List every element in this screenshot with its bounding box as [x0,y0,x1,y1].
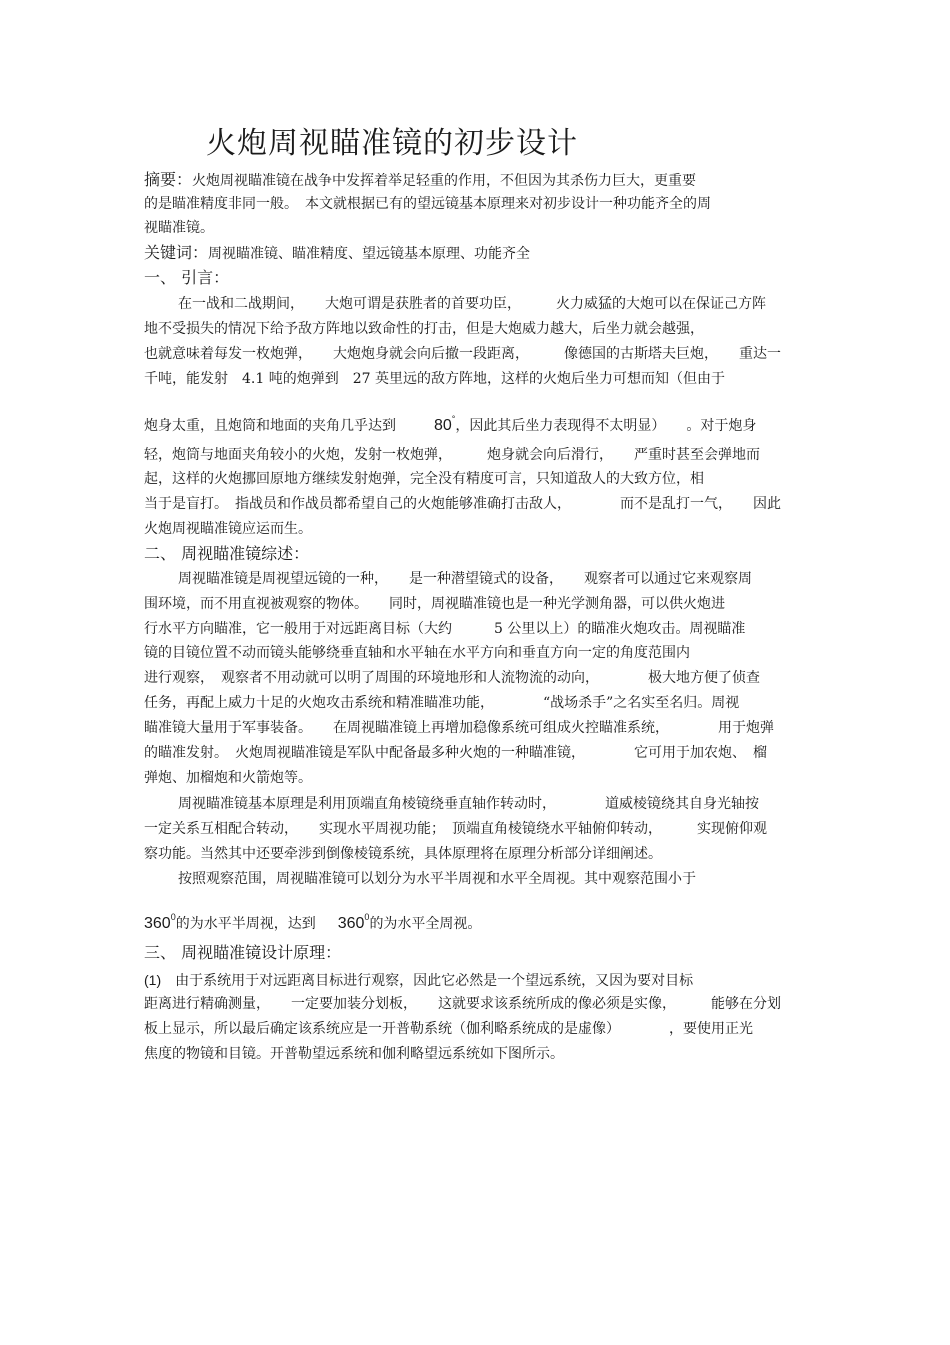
abstract-label: 摘要： [144,170,193,189]
angle-value: 80 [434,417,452,434]
paragraph-line: 也就意味着每发一枚炮弹， 大炮炮身就会向后撤一段距离， 像德国的古斯塔夫巨炮， 重达一 [144,346,781,362]
paragraph-text: 炮身太重，且炮筒和地面的夹角几乎达到 [144,418,396,434]
paragraph-line: 板上显示，所以最后确定该系统应是一开普勒系统（伽利略系统成的是虚像） ，要使用正光 [144,1021,753,1037]
document-title: 火炮周视瞄准镜的初步设计 [206,126,578,161]
paragraph-text: ，因此其后坐力表现得不太明显） 。对于炮身 [455,418,757,434]
paragraph-line: 火炮周视瞄准镜应运而生。 [144,521,312,537]
section-heading: 二、 周视瞄准镜综述： [144,544,310,563]
degree-symbol: ° [451,414,456,424]
paragraph-line: 按照观察范围，周视瞄准镜可以划分为水平半周视和水平全周视。其中观察范围小于 [178,871,696,887]
keywords-label: 关键词： [144,243,209,262]
paragraph-line: 弹炮、加榴炮和火箭炮等。 [144,770,312,786]
paragraph-line: 当于是盲打。 指战员和作战员都希望自己的火炮能够准确打击敌人， 而不是乱打一气， 因此 [144,496,781,512]
keywords-text: 周视瞄准镜、瞄准精度、望远镜基本原理、功能齐全 [208,246,531,262]
paragraph-text: 由于系统用于对远距离目标进行观察，因此它必然是一个望远系统，又因为要对目标 [175,973,694,989]
abstract-line [144,170,696,190]
abstract-line: 视瞄准镜。 [144,220,214,236]
paragraph-line: 围环境，而不用直视被观察的物体。 同时，周视瞄准镜也是一种光学测角器，可以供火炮进 [144,596,725,612]
paragraph-line: 瞄准镜大量用于军事装备。 在周视瞄准镜上再增加稳像系统可组成火控瞄准系统， 用于炮弹 [144,720,774,736]
paragraph-text: 的为水平全周视。 [369,916,482,932]
paragraph-line: 轻，炮筒与地面夹角较小的火炮，发射一枚炮弹， 炮身就会向后滑行， 严重时甚至会弹地而 [144,447,760,463]
paragraph-line: 进行观察， 观察者不用动就可以明了周围的环境地形和人流物流的动向， 极大地方便了侦查 [144,670,760,686]
paragraph-line: 任务，再配上威力十足的火炮攻击系统和精准瞄准功能， “战场杀手”之名实至名归。周视 [144,695,740,711]
paragraph-line: 的瞄准发射。 火炮周视瞄准镜是军队中配备最多种火炮的一种瞄准镜， 它可用于加农炮、 榴 [144,745,767,761]
paragraph-line: 地不受损失的情况下给予敌方阵地以致命性的打击，但是大炮威力越大，后坐力就会越强， [144,321,704,337]
paragraph-line: 一定关系互相配合转动， 实现水平周视功能； 顶端直角棱镜绕水平轴俯仰转动， 实现俯仰观 [144,821,767,837]
degree-symbol: 0 [364,912,370,922]
degree-symbol: 0 [170,912,176,922]
paragraph-line [144,410,756,435]
paragraph-line: 起，这样的火炮挪回原地方继续发射炮弹，完全没有精度可言，只知道敌人的大致方位，相 [144,471,704,487]
paragraph-line: 距离进行精确测量， 一定要加装分划板， 这就要求该系统所成的像必须是实像， 能够在分划 [144,996,781,1012]
angle-value: 360 [337,915,365,932]
paragraph-line: 焦度的物镜和目镜。开普勒望远系统和伽利略望远系统如下图所示。 [144,1046,564,1062]
paragraph-line [144,908,481,933]
keywords-line [144,244,530,263]
paragraph-line: 行水平方向瞄准，它一般用于对远距离目标（大约 5 公里以上）的瞄准火炮攻击。周视瞄准 [144,621,746,637]
paragraph-line: 周视瞄准镜是周视望远镜的一种， 是一种潜望镜式的设备， 观察者可以通过它来观察周 [178,571,752,587]
section-heading: 一、 引言： [144,268,230,287]
angle-value: 360 [144,915,171,932]
paragraph-line: 镜的目镜位置不动而镜头能够绕垂直轴和水平轴在水平方向和垂直方向一定的角度范围内 [144,645,690,661]
paragraph-line [144,971,693,990]
paragraph-line: 周视瞄准镜基本原理是利用顶端直角棱镜绕垂直轴作转动时， 道威棱镜绕其自身光轴按 [178,796,759,812]
paragraph-line: 在一战和二战期间， 大炮可谓是获胜者的首要功臣， 火力威猛的大炮可以在保证己方阵 [178,296,766,312]
paragraph-line: 千吨，能发射 4.1 吨的炮弹到 27 英里远的敌方阵地，这样的火炮后坐力可想而知（但由于 [144,371,725,387]
abstract-text: 火炮周视瞄准镜在战争中发挥着举足轻重的作用，不但因为其杀伤力巨大，更重要 [192,173,697,189]
section-heading: 三、 周视瞄准镜设计原理： [144,943,342,962]
abstract-line: 的是瞄准精度非同一般。 本文就根据已有的望远镜基本原理来对初步设计一种功能齐全的周 [144,196,711,212]
paragraph-line: 察功能。当然其中还要牵涉到倒像棱镜系统，具体原理将在原理分析部分详细阐述。 [144,846,662,862]
item-number: (1) [144,972,162,988]
paragraph-text: 的为水平半周视，达到 [175,916,316,932]
